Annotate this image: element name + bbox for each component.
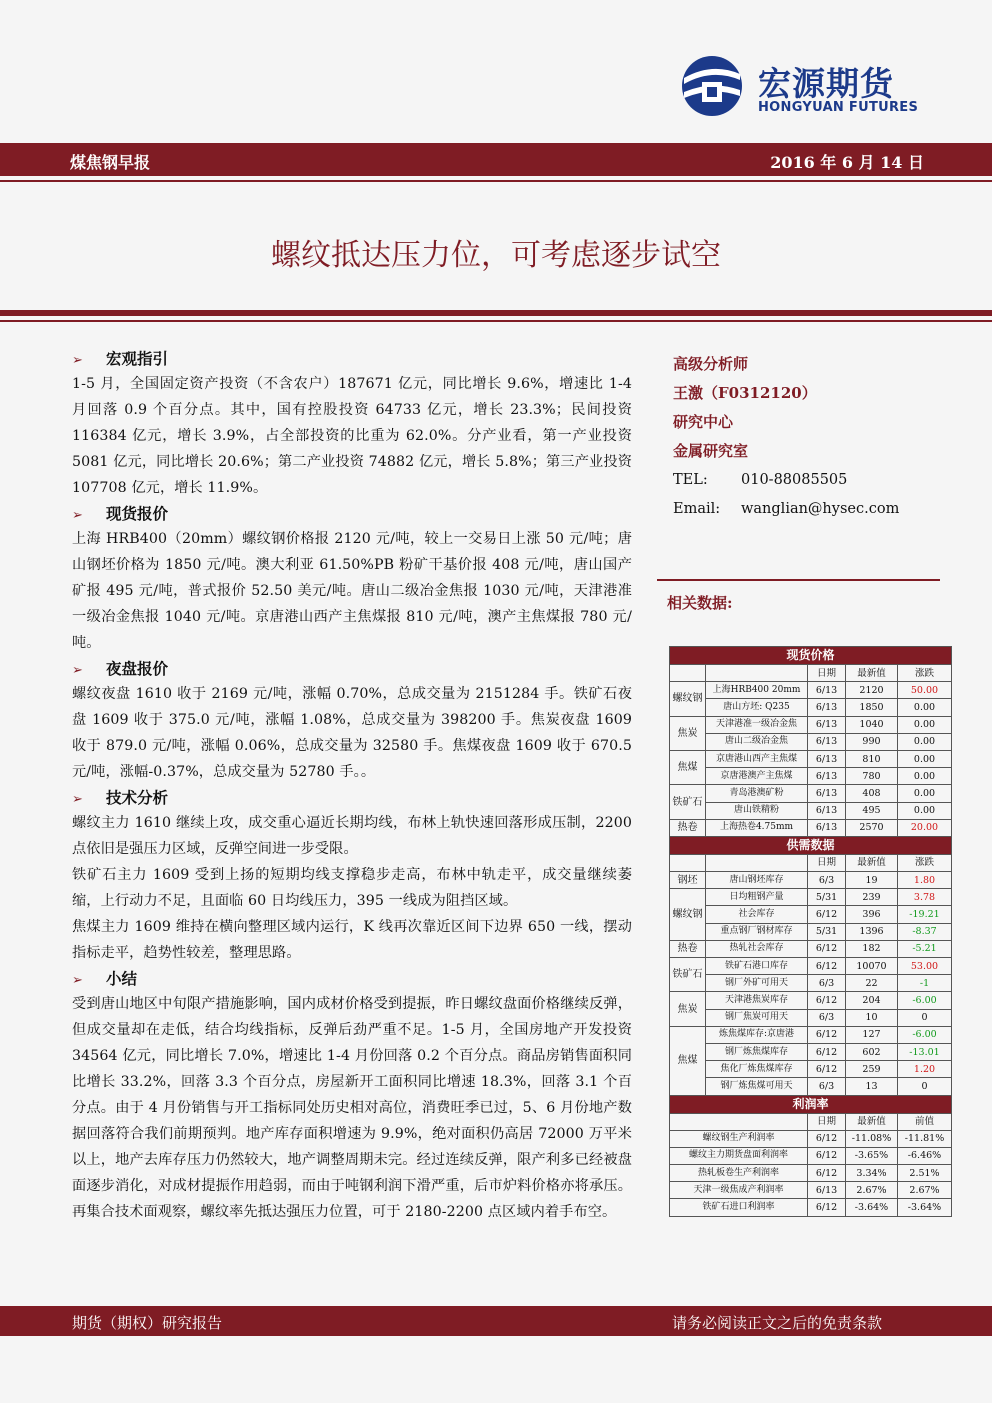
arrow-bullet-icon: ➢ — [72, 663, 83, 678]
date-cell: 6/13 — [808, 1182, 846, 1199]
report-title: 螺纹抵达压力位，可考虑逐步试空 — [271, 238, 721, 273]
change-cell: 1.20 — [898, 1061, 952, 1078]
category-cell: 焦炭 — [670, 716, 706, 750]
column-header: 前值 — [898, 1113, 952, 1130]
table-row — [670, 906, 952, 923]
tel-value: 010-88085505 — [741, 472, 848, 488]
arrow-bullet-icon: ➢ — [72, 508, 83, 523]
table-row — [670, 716, 952, 733]
date-cell: 6/3 — [808, 872, 846, 889]
date-cell: 6/12 — [808, 1026, 846, 1043]
report-body — [72, 346, 632, 1225]
date-cell: 6/12 — [808, 940, 846, 957]
date-cell: 6/12 — [808, 992, 846, 1009]
date-cell: 6/12 — [808, 958, 846, 975]
table-section-supply — [670, 836, 952, 854]
analyst-email — [673, 495, 973, 524]
table-row — [670, 802, 952, 819]
column-header: 最新值 — [846, 854, 898, 871]
item-name-cell: 上海热卷4.75mm — [706, 819, 808, 836]
column-header: 日期 — [808, 854, 846, 871]
column-header — [706, 854, 808, 871]
value-cell: 1396 — [846, 923, 898, 940]
item-name-cell: 唐山钢坯库存 — [706, 872, 808, 889]
value-cell: 2120 — [846, 682, 898, 699]
table-row — [670, 1078, 952, 1095]
value-cell: 22 — [846, 975, 898, 992]
value-cell: 3.34% — [846, 1165, 898, 1182]
table-row — [670, 940, 952, 957]
paragraph: 1-5 月，全国固定资产投资（不含农户）187671 亿元，同比增长 9.6%，增速比 1-4 月回落 0.9 个百分点。其中，国有控股投资 64733 亿元，增长 23.3%；民间投资 116384 亿元，增长 3.9%，占全部投资的比重为 62.0%。分产业看，第一产业投资 5081 亿元，同比增长 20.6%；第二产业投资 74882 亿元，增长 5.8%；第三产业投资 107708 亿元，增长 11.9%。 — [72, 376, 632, 496]
date-cell: 6/13 — [808, 750, 846, 767]
change-cell: 0.00 — [898, 785, 952, 802]
date-cell: 6/12 — [808, 1199, 846, 1216]
item-name-cell: 唐山铁精粉 — [706, 802, 808, 819]
table-row — [670, 819, 952, 836]
value-cell: 1040 — [846, 716, 898, 733]
category-cell: 铁矿石 — [670, 785, 706, 819]
date-cell: 5/31 — [808, 889, 846, 906]
table-row — [670, 872, 952, 889]
column-header — [670, 854, 706, 871]
change-cell: -19.21 — [898, 906, 952, 923]
value-cell: 1850 — [846, 699, 898, 716]
value-cell: 10 — [846, 1009, 898, 1026]
table-row — [670, 1182, 952, 1199]
analyst-title: 高级分析师 — [673, 355, 749, 373]
table-row — [670, 889, 952, 906]
date-cell: 6/12 — [808, 1130, 846, 1147]
category-cell: 焦煤 — [670, 1026, 706, 1095]
table-row — [670, 923, 952, 940]
date-cell: 6/12 — [808, 1165, 846, 1182]
value-cell: 990 — [846, 733, 898, 750]
date-cell: 6/13 — [808, 733, 846, 750]
value-cell: 182 — [846, 940, 898, 957]
hongyuan-logo-icon — [680, 54, 744, 118]
date-cell: 6/3 — [808, 975, 846, 992]
table-row — [670, 992, 952, 1009]
value-cell: 495 — [846, 802, 898, 819]
column-header: 日期 — [808, 665, 846, 682]
analyst-name: 王激（F0312120） — [673, 384, 817, 402]
arrow-bullet-icon: ➢ — [72, 353, 83, 368]
title-divider-thick — [0, 310, 992, 316]
value-cell: 239 — [846, 889, 898, 906]
table-row — [670, 682, 952, 699]
item-name-cell: 螺纹钢生产利润率 — [670, 1130, 808, 1147]
table-section-title: 现货价格 — [670, 647, 952, 665]
prev-value-cell: 2.67% — [898, 1182, 952, 1199]
market-data-table — [669, 646, 952, 1217]
change-cell: 0 — [898, 1009, 952, 1026]
item-name-cell: 京唐港澳产主焦煤 — [706, 768, 808, 785]
table-row — [670, 1130, 952, 1147]
change-cell: -5.21 — [898, 940, 952, 957]
value-cell: 2.67% — [846, 1182, 898, 1199]
section-heading-label: 现货报价 — [106, 504, 169, 523]
category-cell: 焦煤 — [670, 750, 706, 784]
value-cell: 780 — [846, 768, 898, 785]
change-cell: 3.78 — [898, 889, 952, 906]
section-heading-summary — [72, 966, 632, 991]
column-header — [670, 1113, 808, 1130]
change-cell: 20.00 — [898, 819, 952, 836]
category-cell: 钢坯 — [670, 872, 706, 889]
table-row — [670, 733, 952, 750]
email-label: Email: — [673, 501, 721, 517]
prev-value-cell: -3.64% — [898, 1199, 952, 1216]
section-heading-label: 宏观指引 — [106, 349, 169, 368]
item-name-cell: 铁矿石进口利润率 — [670, 1199, 808, 1216]
category-cell: 螺纹钢 — [670, 682, 706, 716]
value-cell: 204 — [846, 992, 898, 1009]
market-data-body — [670, 647, 952, 1217]
category-cell: 热卷 — [670, 819, 706, 836]
date-cell: 6/3 — [808, 1078, 846, 1095]
category-cell: 焦炭 — [670, 992, 706, 1026]
table-row — [670, 1061, 952, 1078]
item-name-cell: 炼焦煤库存:京唐港 — [706, 1026, 808, 1043]
table-row — [670, 1043, 952, 1060]
column-header: 最新值 — [846, 665, 898, 682]
value-cell: 396 — [846, 906, 898, 923]
change-cell: 53.00 — [898, 958, 952, 975]
date-cell: 6/13 — [808, 716, 846, 733]
change-cell: 0.00 — [898, 733, 952, 750]
section-heading-label: 技术分析 — [106, 788, 169, 807]
header-divider — [0, 180, 992, 182]
date-cell: 6/13 — [808, 682, 846, 699]
tel-label: TEL: — [673, 472, 708, 488]
logo-english-name: HONGYUAN FUTURES — [758, 100, 919, 115]
paragraph: 受到唐山地区中旬限产措施影响，国内成材价格受到提振，昨日螺纹盘面价格继续反弹，但成交量却在走低，结合均线指标，反弹后劲严重不足。1-5 月，全国房地产开发投资 34564 亿元，同比增长 7.0%，增速比 1-4 月份回落 0.2 个百分点。商品房销售面积同比增长 33.2%，回落 3.3 个百分点，房屋新开工面积同比增速 18.3%，回落 3.1 个百分点。由于 4 月份销售与开工指标同处历史相对高位，消费旺季已过，5、6 月份地产数据回落符合我们前期预判。地产库存面积增速为 9.9%，绝对面积仍高居 72000 万平米以上，地产去库存压力仍然较大，地产调整周期未完。经过连续反弹，限产利多已经被盘面逐步消化，对成材提振作用趋弱，而由于吨钢利润下滑严重，后市炉料价格亦将承压。再集合技术面观察，螺纹率先抵达强压力位置，可于 2180-2200 点区域内着手布空。 — [72, 996, 632, 1220]
column-header — [670, 665, 706, 682]
footer-disclaimer: 请务必阅读正文之后的免责条款 — [671, 1314, 882, 1332]
date-cell: 6/12 — [808, 1043, 846, 1060]
category-cell: 热卷 — [670, 940, 706, 957]
analyst-dept: 研究中心 — [673, 413, 734, 431]
item-name-cell: 唐山方坯: Q235 — [706, 699, 808, 716]
category-cell: 铁矿石 — [670, 958, 706, 992]
change-cell: 1.80 — [898, 872, 952, 889]
table-row — [670, 958, 952, 975]
value-cell: 10070 — [846, 958, 898, 975]
arrow-bullet-icon: ➢ — [72, 973, 83, 988]
item-name-cell: 天津一级焦成产利润率 — [670, 1182, 808, 1199]
table-row — [670, 699, 952, 716]
section-heading-label: 小结 — [106, 969, 138, 988]
paragraph: 上海 HRB400（20mm）螺纹钢价格报 2120 元/吨，较上一交易日上涨 50 元/吨；唐山钢坯价格为 1850 元/吨。澳大利亚 61.50%PB 粉矿干基价报 408 元/吨，唐山国产矿报 495 元/吨，普式报价 52.50 美元/吨。唐山二级冶金焦报 1030 元/吨，天津港准一级冶金焦报 1040 元/吨。京唐港山西产主焦煤报 810 元/吨，澳产主焦煤报 780 元/吨。 — [72, 531, 632, 651]
prev-value-cell: 2.51% — [898, 1165, 952, 1182]
table-row — [670, 1026, 952, 1043]
item-name-cell: 热轧板卷生产利润率 — [670, 1165, 808, 1182]
value-cell: 19 — [846, 872, 898, 889]
change-cell: -8.37 — [898, 923, 952, 940]
column-header: 最新值 — [846, 1113, 898, 1130]
paragraph: 焦煤主力 1609 维持在横向整理区域内运行，K 线再次靠近区间下边界 650 一线，摆动指标走平，趋势性较差，整理思路。 — [72, 919, 632, 961]
prev-value-cell: -6.46% — [898, 1147, 952, 1164]
paragraph: 螺纹夜盘 1610 收于 2169 元/吨，涨幅 0.70%，总成交量为 2151284 手。铁矿石夜盘 1609 收于 375.0 元/吨，涨幅 1.08%，总成交量为 398200 手。焦炭夜盘 1609 收于 879.0 元/吨，涨幅 0.06%，总成交量为 32580 手。焦煤夜盘 1609 收于 670.5 元/吨，涨幅-0.37%，总成交量为 52780 手。。 — [72, 686, 632, 780]
category-cell: 螺纹钢 — [670, 889, 706, 941]
item-name-cell: 铁矿石港口库存 — [706, 958, 808, 975]
item-name-cell: 日均粗钢产量 — [706, 889, 808, 906]
value-cell: 13 — [846, 1078, 898, 1095]
section-heading-technical — [72, 785, 632, 810]
report-date: 2016 年 6 月 14 日 — [770, 153, 924, 172]
column-header — [706, 665, 808, 682]
arrow-bullet-icon: ➢ — [72, 792, 83, 807]
item-name-cell: 热轧社会库存 — [706, 940, 808, 957]
date-cell: 6/13 — [808, 802, 846, 819]
table-row — [670, 768, 952, 785]
analyst-info — [673, 350, 973, 524]
item-name-cell: 天津港准一级冶金焦 — [706, 716, 808, 733]
date-cell: 5/31 — [808, 923, 846, 940]
item-name-cell: 重点钢厂钢材库存 — [706, 923, 808, 940]
table-row — [670, 1199, 952, 1216]
table-row — [670, 1147, 952, 1164]
logo-chinese-name: 宏源期货 — [758, 64, 894, 103]
value-cell: 408 — [846, 785, 898, 802]
date-cell: 6/12 — [808, 906, 846, 923]
change-cell: 0.00 — [898, 802, 952, 819]
item-name-cell: 钢厂外矿可用天 — [706, 975, 808, 992]
prev-value-cell: -11.81% — [898, 1130, 952, 1147]
date-cell: 6/13 — [808, 768, 846, 785]
date-cell: 6/13 — [808, 785, 846, 802]
table-row — [670, 1165, 952, 1182]
column-header: 日期 — [808, 1113, 846, 1130]
email-value: wanglian@hysec.com — [741, 501, 900, 517]
paragraph: 铁矿石主力 1609 受到上扬的短期均线支撑稳步走高，布林中轨走平，成交量继续萎缩，上行动力不足，且面临 60 日均线压力，395 一线成为阻挡区域。 — [72, 867, 632, 909]
change-cell: -6.00 — [898, 1026, 952, 1043]
analyst-subdept: 金属研究室 — [673, 442, 749, 460]
item-name-cell: 钢厂炼焦煤库存 — [706, 1043, 808, 1060]
table-header-row — [670, 854, 952, 871]
item-name-cell: 天津港焦炭库存 — [706, 992, 808, 1009]
item-name-cell: 青岛港澳矿粉 — [706, 785, 808, 802]
related-data-label: 相关数据: — [667, 594, 733, 612]
item-name-cell: 焦化厂炼焦煤库存 — [706, 1061, 808, 1078]
item-name-cell: 螺纹主力期货盘面利润率 — [670, 1147, 808, 1164]
table-row — [670, 750, 952, 767]
change-cell: 0.00 — [898, 716, 952, 733]
value-cell: 2570 — [846, 819, 898, 836]
value-cell: 810 — [846, 750, 898, 767]
section-heading-label: 夜盘报价 — [106, 659, 169, 678]
table-header-row — [670, 1113, 952, 1130]
item-name-cell: 社会库存 — [706, 906, 808, 923]
change-cell: 0.00 — [898, 699, 952, 716]
section-heading-spot — [72, 501, 632, 526]
column-header: 涨跌 — [898, 665, 952, 682]
value-cell: -3.64% — [846, 1199, 898, 1216]
change-cell: 0.00 — [898, 768, 952, 785]
change-cell: -6.00 — [898, 992, 952, 1009]
footer-report-type: 期货（期权）研究报告 — [72, 1314, 223, 1332]
table-row — [670, 785, 952, 802]
change-cell: -13.01 — [898, 1043, 952, 1060]
report-name: 煤焦钢早报 — [70, 153, 151, 172]
value-cell: -3.65% — [846, 1147, 898, 1164]
item-name-cell: 钢厂炼焦煤可用天 — [706, 1078, 808, 1095]
change-cell: 0.00 — [898, 750, 952, 767]
change-cell: 50.00 — [898, 682, 952, 699]
value-cell: 602 — [846, 1043, 898, 1060]
table-header-row — [670, 665, 952, 682]
item-name-cell: 京唐港山西产主焦煤 — [706, 750, 808, 767]
date-cell: 6/13 — [808, 819, 846, 836]
table-section-title: 利润率 — [670, 1095, 952, 1113]
change-cell: 0 — [898, 1078, 952, 1095]
value-cell: 259 — [846, 1061, 898, 1078]
column-header: 涨跌 — [898, 854, 952, 871]
item-name-cell: 钢厂焦炭可用天 — [706, 1009, 808, 1026]
item-name-cell: 唐山二级冶金焦 — [706, 733, 808, 750]
date-cell: 6/13 — [808, 699, 846, 716]
section-heading-macro — [72, 346, 632, 371]
company-logo — [680, 52, 930, 122]
paragraph: 螺纹主力 1610 继续上攻，成交重心逼近长期均线，布林上轨快速回落形成压制，2200 点依旧是强压力区域，反弹空间进一步受限。 — [72, 815, 632, 857]
date-cell: 6/12 — [808, 1147, 846, 1164]
table-section-spot — [670, 647, 952, 665]
item-name-cell: 上海HRB400 20mm — [706, 682, 808, 699]
section-heading-night — [72, 656, 632, 681]
table-section-profit — [670, 1095, 952, 1113]
title-divider-thin — [0, 320, 992, 322]
change-cell: -1 — [898, 975, 952, 992]
date-cell: 6/12 — [808, 1061, 846, 1078]
table-section-title: 供需数据 — [670, 836, 952, 854]
table-row — [670, 975, 952, 992]
date-cell: 6/3 — [808, 1009, 846, 1026]
table-row — [670, 1009, 952, 1026]
value-cell: -11.08% — [846, 1130, 898, 1147]
analyst-divider — [657, 579, 940, 581]
analyst-tel — [673, 466, 973, 495]
value-cell: 127 — [846, 1026, 898, 1043]
